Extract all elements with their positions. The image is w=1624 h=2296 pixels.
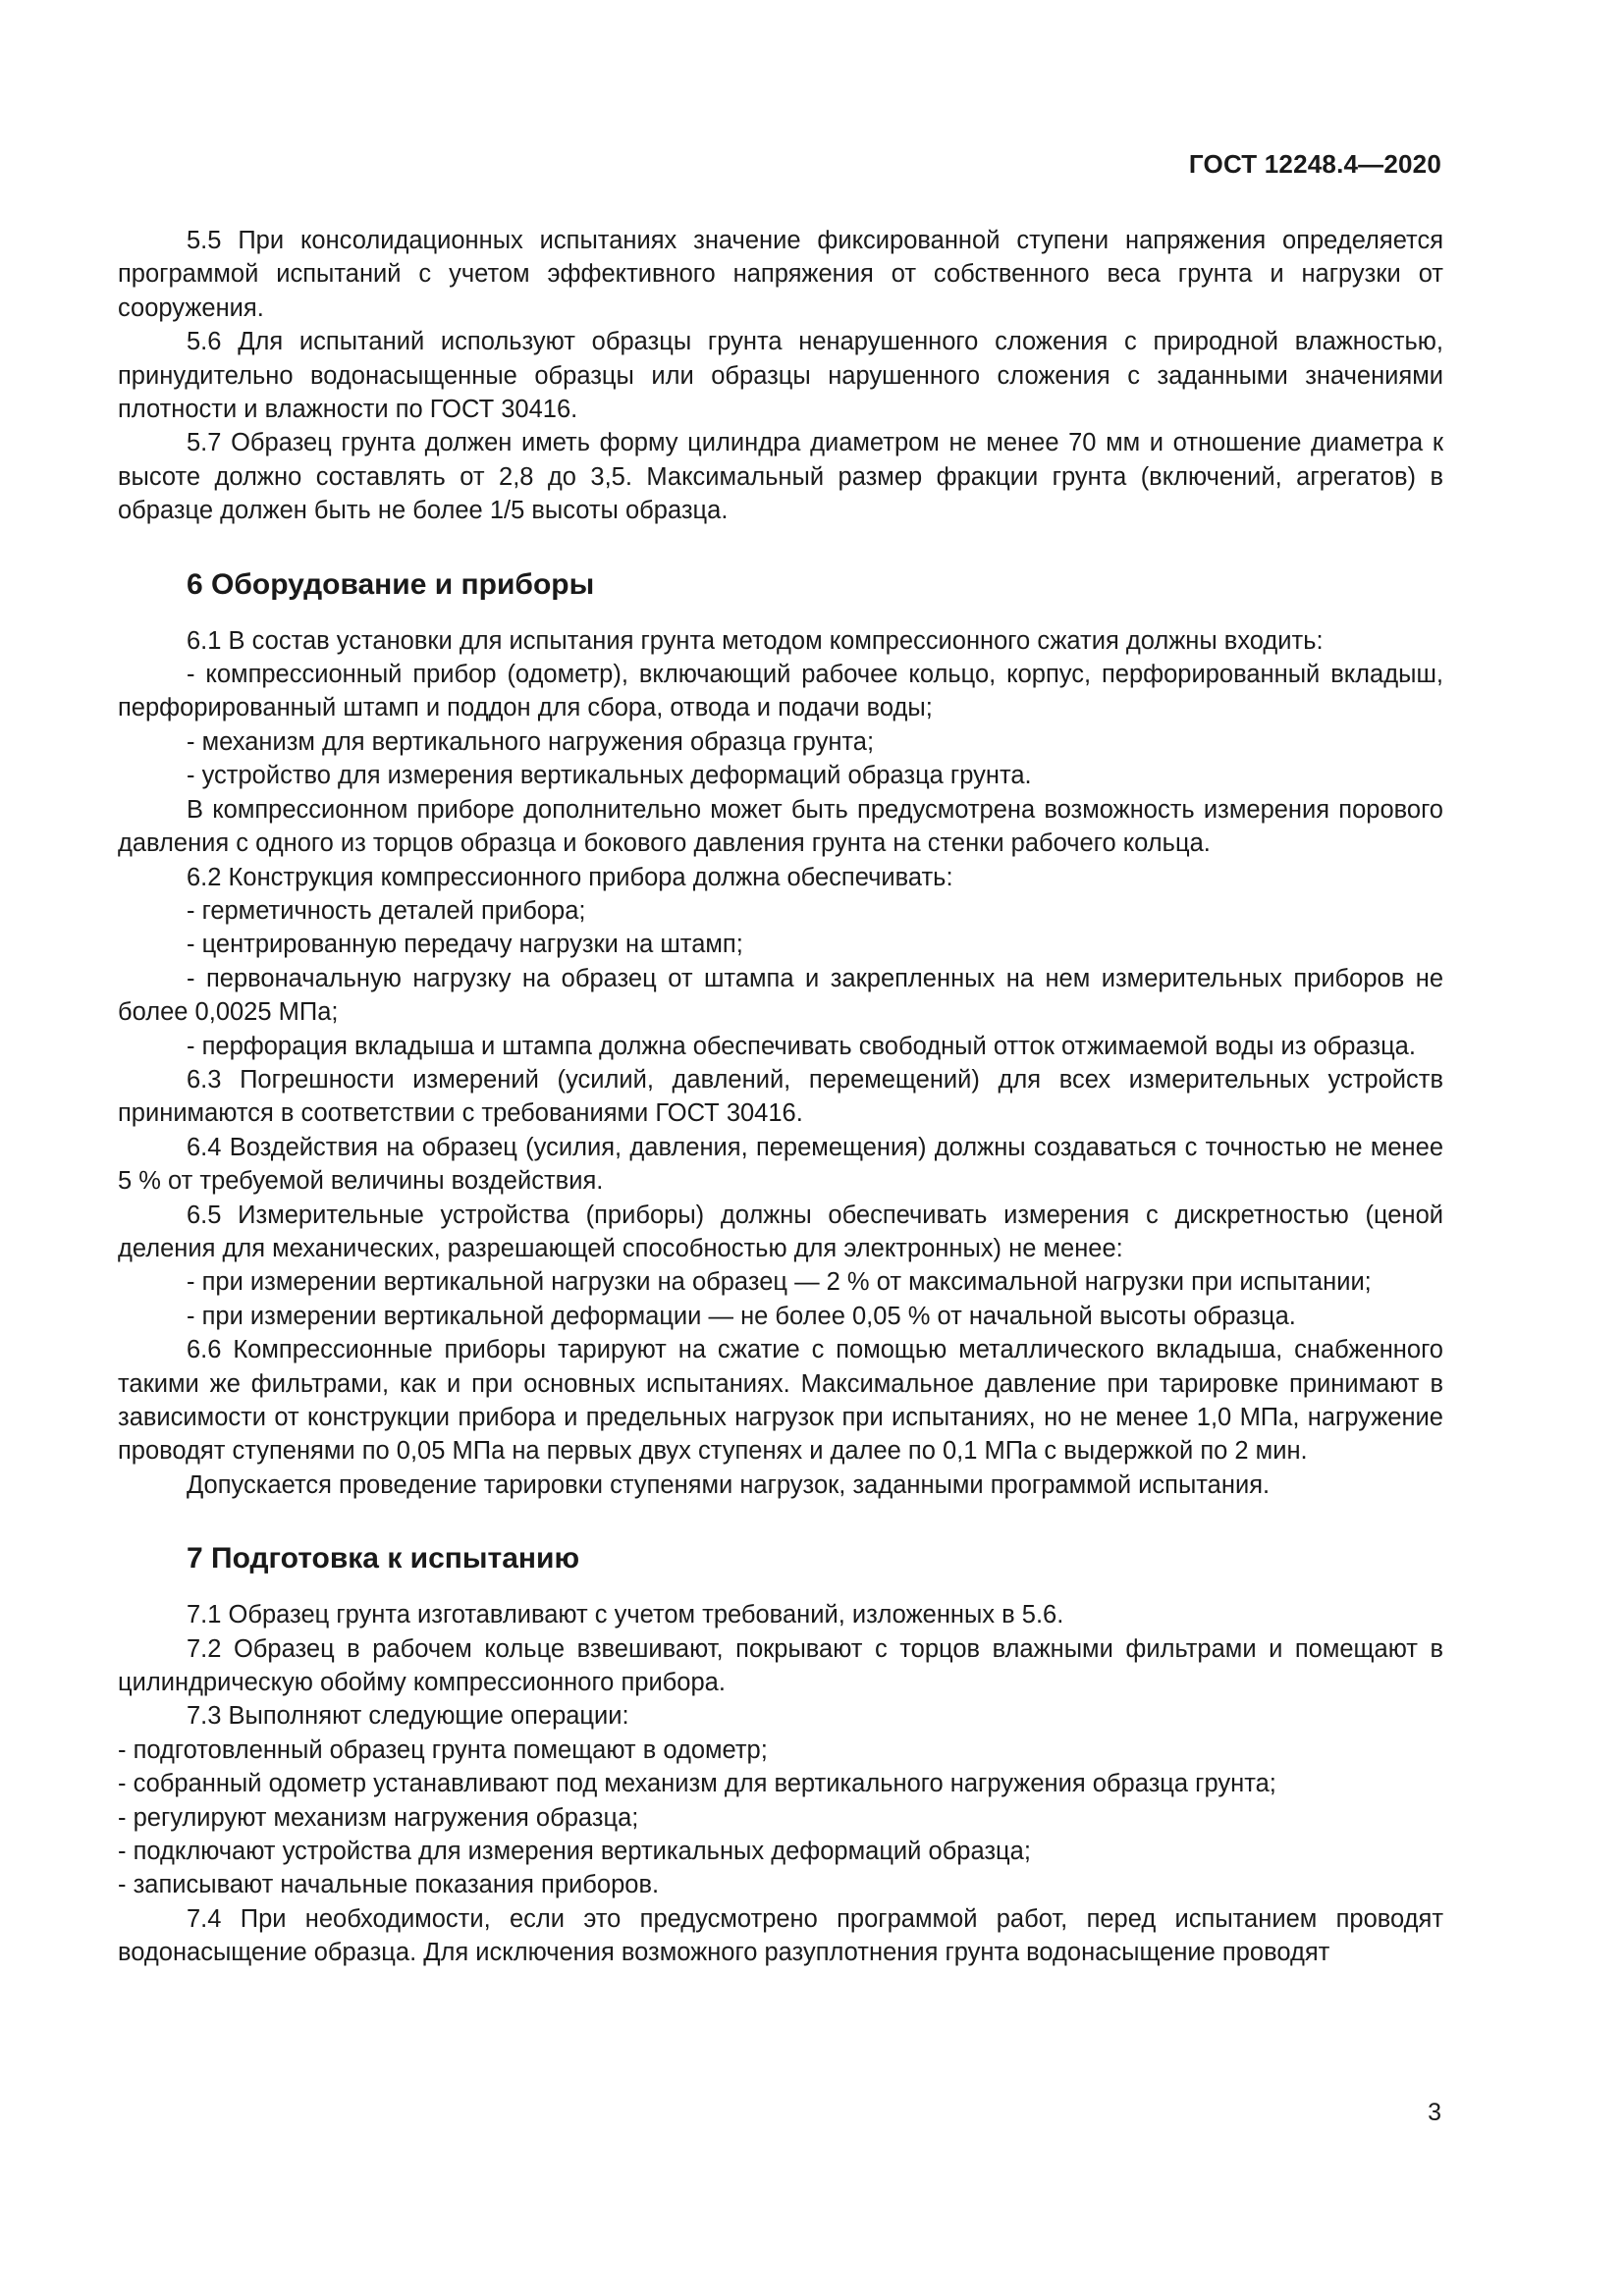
list-item: - герметичность деталей прибора;	[187, 896, 586, 925]
paragraph-6-6-note: Допускается проведение тарировки ступенями нагрузок, заданными программой испытания.	[187, 1470, 1271, 1499]
document-code: ГОСТ 12248.4—2020	[1188, 149, 1441, 179]
section-7-heading: 7 Подготовка к испытанию	[187, 1542, 580, 1575]
paragraph-6-2: 6.2 Конструкция компрессионного прибора должна обеспечивать:	[187, 863, 953, 891]
list-item: - записывают начальные показания приборов.	[118, 1871, 660, 1899]
paragraph-6-4: 6.4 Воздействия на образец (усилия, давления, перемещения) должны создаваться с точностью не менее 5 % от требуемой величины воздействия.	[118, 1133, 1443, 1196]
paragraph-5-7: 5.7 Образец грунта должен иметь форму цилиндра диаметром не менее 70 мм и отношение диаметра к высоте должно составлять от 2,8 до 3,5. Максимальный размер фракции грунта (включений, агрегатов) в образце должен быть не более 1/5 высоты образца.	[118, 429, 1443, 525]
section-6-heading: 6 Оборудование и приборы	[187, 567, 595, 601]
list-item: - регулируют механизм нагружения образца;	[118, 1803, 639, 1832]
list-item: - центрированную передачу нагрузки на штамп;	[187, 931, 743, 959]
list-item: - при измерении вертикальной нагрузки на образец — 2 % от максимальной нагрузки при испытании;	[187, 1268, 1372, 1297]
list-item: - компрессионный прибор (одометр), включающий рабочее кольцо, корпус, перфорированный вкладыш, перфорированный штамп и поддон для сбора, отвода и подачи воды;	[118, 661, 1443, 722]
paragraph-6-6: 6.6 Компрессионные приборы тарируют на сжатие с помощью металлического вкладыша, снабженного такими же фильтрами, как и при основных испытаниях. Максимальное давление при тарировке принимают в зависимости от конструкции прибора и предельных нагрузок при испытаниях, но не менее 1,0 МПа, нагружение проводят ступенями по 0,05 МПа на первых двух ступенях и далее по 0,1 МПа с выдержкой по 2 мин.	[118, 1336, 1443, 1466]
paragraph-6-1-note: В компрессионном приборе дополнительно может быть предусмотрена возможность измерения порового давления с одного из торцов образца и бокового давления грунта на стенки рабочего кольца.	[118, 795, 1443, 858]
list-item: - подключают устройства для измерения вертикальных деформаций образца;	[118, 1838, 1031, 1866]
paragraph-7-1: 7.1 Образец грунта изготавливают с учетом требований, изложенных в 5.6.	[187, 1601, 1064, 1629]
paragraph-5-5: 5.5 При консолидационных испытаниях значение фиксированной ступени напряжения определяется программой испытаний с учетом эффективного напряжения от собственного веса грунта и нагрузки от сооружения.	[118, 227, 1443, 322]
list-item: - подготовленный образец грунта помещают в одометр;	[118, 1735, 768, 1764]
list-item: - перфорация вкладыша и штампа должна обеспечивать свободный отток отжимаемой воды из образца.	[187, 1032, 1416, 1060]
paragraph-6-3: 6.3 Погрешности измерений (усилий, давлений, перемещений) для всех измерительных устройств принимаются в соответствии с требованиями ГОСТ 30416.	[118, 1065, 1443, 1128]
paragraph-6-5: 6.5 Измерительные устройства (приборы) должны обеспечивать измерения с дискретностью (ценой деления для механических, разрешающей способностью для электронных) не менее:	[118, 1201, 1443, 1262]
paragraph-5-6: 5.6 Для испытаний используют образцы грунта ненарушенного сложения с природной влажностью, принудительно водонасыщенные образцы или образцы нарушенного сложения с заданными значениями плотности и влажности по ГОСТ 30416.	[118, 328, 1443, 424]
list-item: - при измерении вертикальной деформации — не более 0,05 % от начальной высоты образца.	[187, 1302, 1296, 1330]
page-content	[118, 224, 1443, 1970]
paragraph-7-3: 7.3 Выполняют следующие операции:	[187, 1702, 629, 1731]
list-item: - первоначальную нагрузку на образец от штампа и закрепленных на нем измерительных приборов не более 0,0025 МПа;	[118, 964, 1443, 1027]
paragraph-7-2: 7.2 Образец в рабочем кольце взвешивают, покрывают с торцов влажными фильтрами и помещают в цилиндрическую обойму компрессионного прибора.	[118, 1634, 1443, 1697]
list-item: - устройство для измерения вертикальных деформаций образца грунта.	[187, 762, 1032, 790]
paragraph-6-1: 6.1 В состав установки для испытания грунта методом компрессионного сжатия должны входить:	[187, 626, 1324, 655]
page-number: 3	[1428, 2099, 1441, 2126]
list-item: - механизм для вертикального нагружения образца грунта;	[187, 727, 875, 756]
paragraph-7-4: 7.4 При необходимости, если это предусмотрено программой работ, перед испытанием проводят водонасыщение образца. Для исключения возможного разуплотнения грунта водонасыщение проводят	[118, 1904, 1443, 1967]
list-item: - собранный одометр устанавливают под механизм для вертикального нагружения образца грунта;	[118, 1770, 1276, 1798]
